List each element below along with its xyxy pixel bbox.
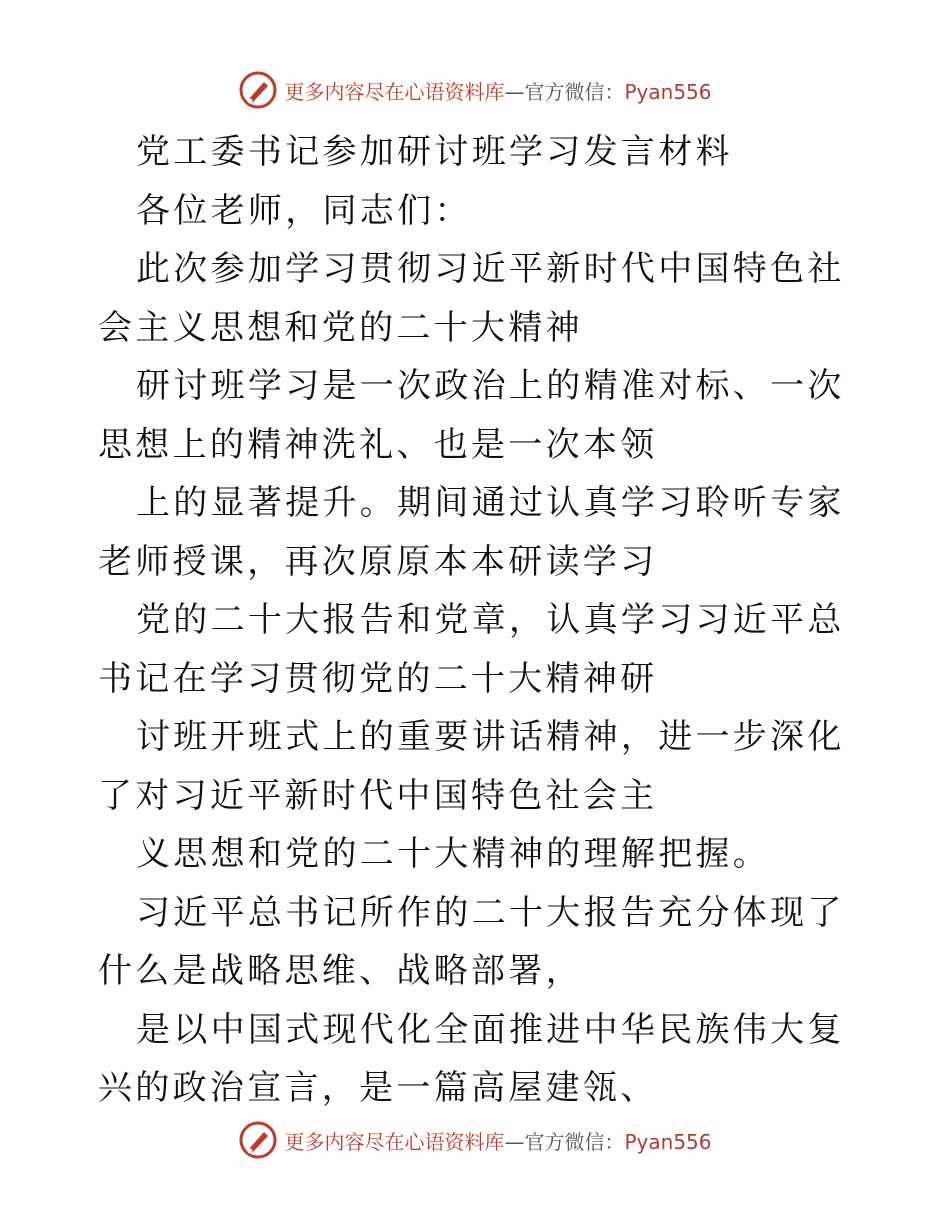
pen-logo-icon [238,1120,278,1160]
document-body [98,123,858,1118]
watermark-official-label: 官方微信： [524,1129,625,1154]
watermark-promo: 更多内容尽在心语资料库 [284,1129,505,1154]
paragraph: 讨班开班式上的重要讲话精神，进一步深化了对习近平新时代中国特色社会主 [98,717,845,816]
watermark-separator: — [504,1129,525,1154]
watermark-wechat-id: Pyan556 [624,79,712,104]
header-watermark [0,70,950,110]
footer-watermark [0,1120,950,1160]
watermark-official-label: 官方微信： [524,79,625,104]
watermark-text [284,76,711,105]
paragraph: 上的显著提升。期间通过认真学习聆听专家老师授课，再次原原本本研读学习 [98,483,845,582]
watermark-text [284,1126,711,1155]
paragraph: 此次参加学习贯彻习近平新时代中国特色社会主义思想和党的二十大精神 [98,249,845,348]
paragraph: 党的二十大报告和党章，认真学习习近平总书记在学习贯彻党的二十大精神研 [98,600,845,699]
watermark-separator: — [504,79,525,104]
document-title: 党工委书记参加研讨班学习发言材料 [136,132,733,172]
paragraph: 是以中国式现代化全面推进中华民族伟大复兴的政治宣言，是一篇高屋建瓴、 [98,1009,845,1108]
pen-logo-icon [238,70,278,110]
document-greeting: 各位老师，同志们： [136,190,472,231]
paragraph: 习近平总书记所作的二十大报告充分体现了什么是战略思维、战略部署， [98,892,845,991]
watermark-promo: 更多内容尽在心语资料库 [284,79,505,104]
paragraph: 研讨班学习是一次政治上的精准对标、一次思想上的精神洗礼、也是一次本领 [98,366,845,465]
watermark-wechat-id: Pyan556 [624,1129,712,1154]
paragraph: 义思想和党的二十大精神的理解把握。 [136,834,771,874]
